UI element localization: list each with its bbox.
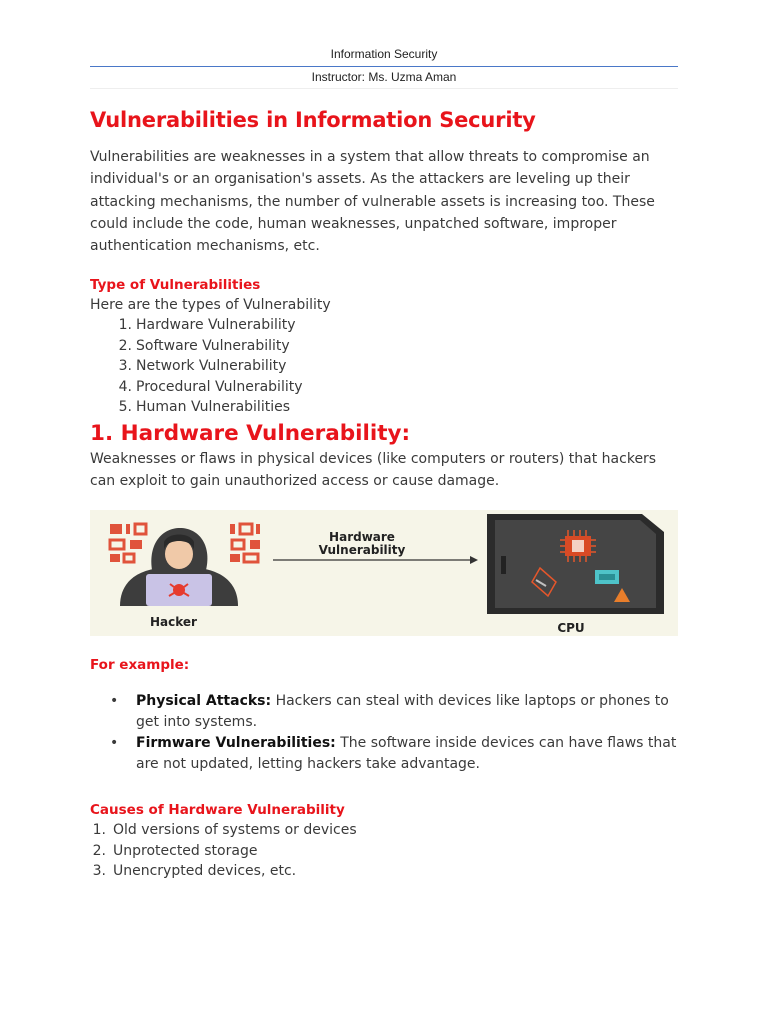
hardware-heading: 1. Hardware Vulnerability:	[90, 421, 411, 446]
bullet-icon: •	[110, 693, 119, 709]
arrow-label-line1: Hardware	[329, 530, 395, 544]
list-number: 1.	[92, 822, 106, 838]
causes-heading: Causes of Hardware Vulnerability	[90, 802, 345, 818]
chip-icon	[595, 570, 619, 584]
list-item	[110, 733, 680, 775]
examples-heading: For example:	[90, 657, 190, 673]
list-item-label: Unencrypted devices, etc.	[113, 863, 297, 880]
list-number: 5.	[118, 399, 132, 416]
cpu-label: CPU	[557, 621, 585, 635]
bullet-icon: •	[110, 735, 119, 752]
hardware-description: Weaknesses or flaws in physical devices (like computers or routers) that hackers can exploit to gain unauthorized access or cause damage.	[90, 451, 657, 489]
list-item	[110, 691, 680, 733]
arrow-label-line2: Vulnerability	[318, 543, 406, 557]
types-heading: Type of Vulnerabilities	[90, 277, 261, 293]
list-item-label: Software Vulnerability	[136, 337, 290, 354]
example-text: Hackers can steal with devices like laptops or phones to get into systems.	[136, 693, 669, 730]
list-number: 3.	[92, 863, 106, 880]
list-number: 4.	[118, 378, 132, 395]
types-lead: Here are the types of Vulnerability	[90, 297, 331, 313]
list-number: 2.	[92, 842, 106, 859]
arrow-right-icon	[273, 556, 478, 564]
list-number: 1.	[118, 317, 132, 333]
header-instructor: Instructor: Ms. Uzma Aman	[311, 70, 457, 84]
list-item-label: Network Vulnerability	[136, 358, 287, 375]
hacker-icon	[120, 528, 238, 606]
list-item-label: Human Vulnerabilities	[136, 399, 290, 416]
list-item-label: Procedural Vulnerability	[136, 378, 303, 395]
list-item-label: Old versions of systems or devices	[113, 822, 357, 838]
cpu-device-icon	[487, 514, 664, 614]
list-number: 3.	[118, 358, 132, 375]
page-title: Vulnerabilities in Information Security	[90, 108, 536, 132]
example-term: Firmware Vulnerabilities:	[136, 735, 336, 752]
examples-list	[110, 691, 680, 775]
hardware-vulnerability-illustration	[90, 510, 678, 636]
example-text: The software inside devices can have flaws that are not updated, letting hackers take advantage.	[136, 735, 677, 772]
header-divider	[90, 66, 678, 67]
hacker-label: Hacker	[150, 615, 197, 629]
list-number: 2.	[118, 337, 132, 354]
example-term: Physical Attacks:	[136, 693, 272, 709]
header-course-title: Information Security	[330, 47, 438, 61]
list-item-label: Hardware Vulnerability	[136, 317, 296, 333]
header-divider-light	[90, 88, 678, 89]
intro-paragraph: Vulnerabilities are weaknesses in a system that allow threats to compromise an individual's or an organisation's assets. As the attackers are leveling up their attacking mechanisms, the number of vulnerable assets is increasing too. These could include the code, human weaknesses, unpatched software, improper authentication mechanisms, etc.	[90, 149, 655, 255]
list-item-label: Unprotected storage	[113, 842, 258, 859]
